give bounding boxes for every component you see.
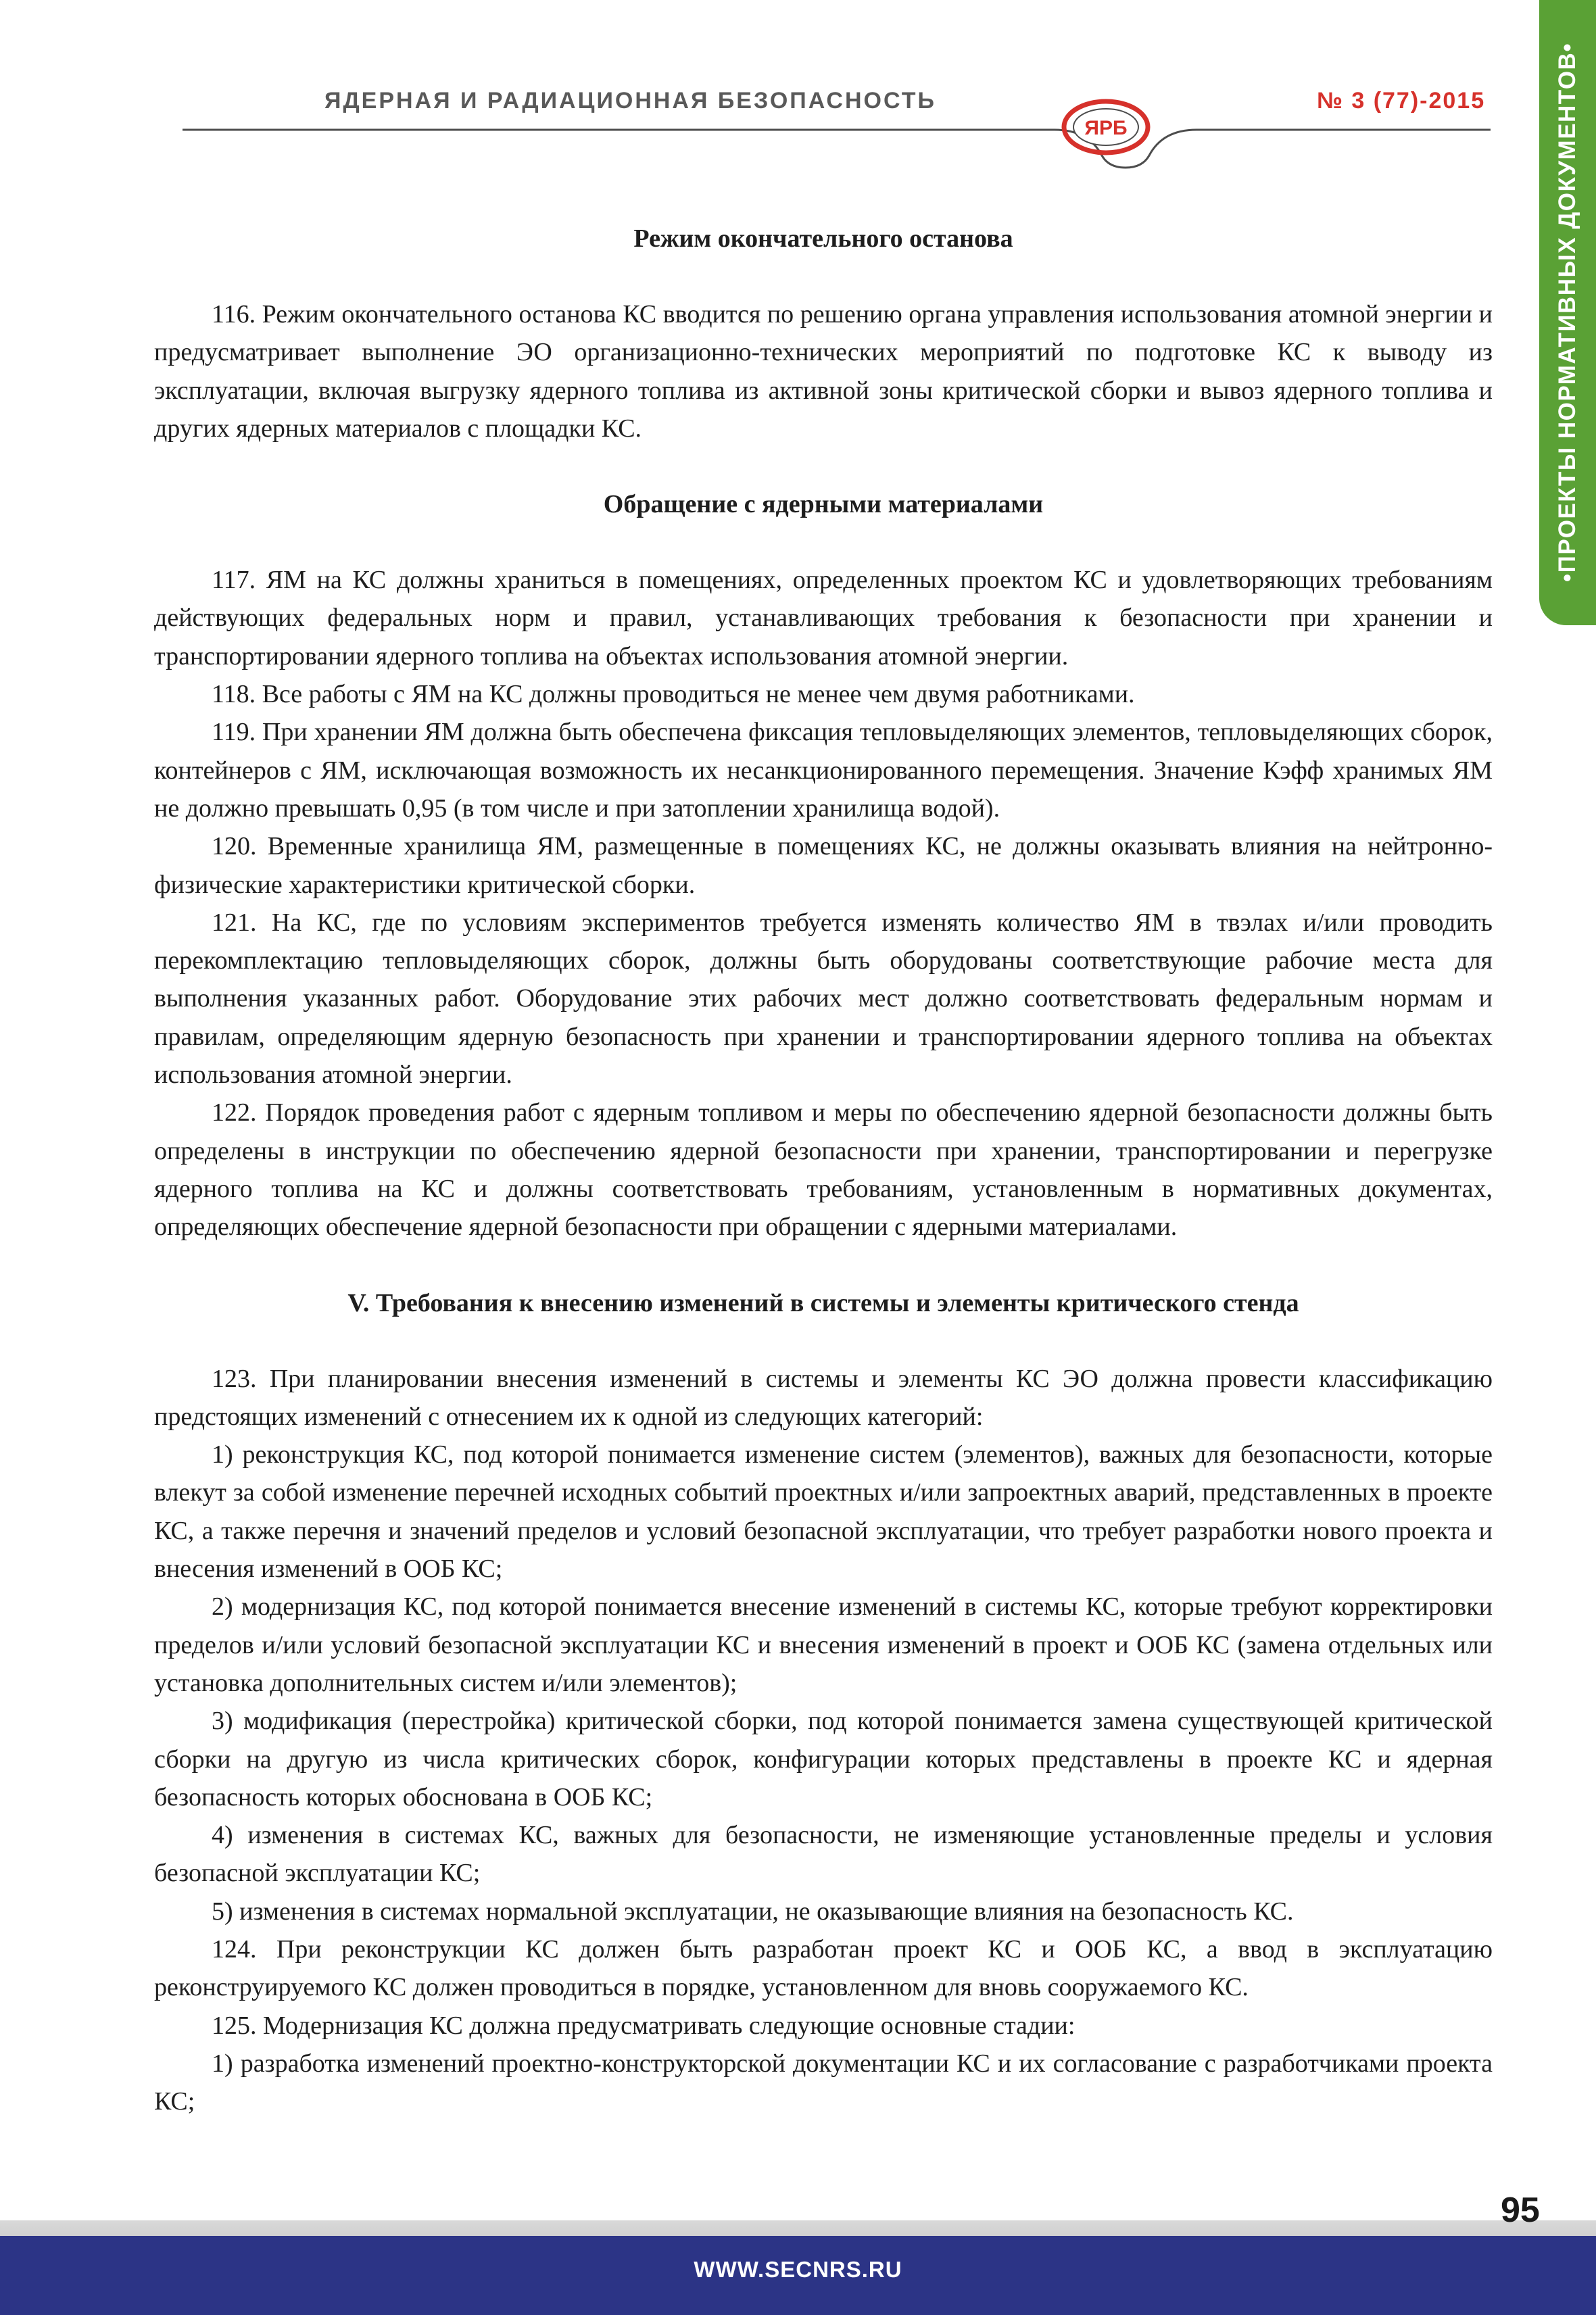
section-heading: Режим окончательного останова — [633, 224, 1013, 253]
logo-text: ЯРБ — [1084, 117, 1128, 139]
list-item: 4) изменения в системах КС, важных для безопасности, не изменяющие установленные пределы и условия безопасной эксплуатации КС; — [154, 1821, 1493, 1888]
list-item: 5) изменения в системах нормальной эксплуатации, не оказывающие влияния на безопасность КС. — [212, 1897, 1294, 1926]
paragraph: 120. Временные хранилища ЯМ, размещенные в помещениях КС, не должны оказывать влияния на нейтронно-физические характеристики критической сборки. — [154, 832, 1493, 899]
list-item: 1) реконструкция КС, под которой понимается изменение систем (элементов), важных для безопасности, которые влекут за собой изменение перечней исходных событий проектных и/или запроектных аварий, представленных в проекте КС, а также перечня и значений пределов и условий безопасной эксплуатации, что требует разработки нового проекта и внесения изменений в ООБ КС; — [154, 1440, 1493, 1584]
list-item: 3) модификация (перестройка) критической сборки, под которой понимается замена существующей критической сборки на другую из числа критических сборок, конфигурации которых представлены в проекте КС и ядерная безопасность которых обоснована в ООБ КС; — [154, 1707, 1493, 1811]
list-item: 2) модернизация КС, под которой понимается внесение изменений в системы КС, которые требуют корректировки пределов и/или условий безопасной эксплуатации КС и внесения изменений в проект и ООБ КС (замена отдельных или установка дополнительных систем и/или элементов); — [154, 1592, 1493, 1697]
paragraph: 121. На КС, где по условиям экспериментов требуется изменять количество ЯМ в твэлах и/или проводить перекомплектацию тепловыделяющих сборок, должны быть оборудованы соответствующие рабочие места для выполнения указанных работ. Оборудование этих рабочих мест должно соответствовать федеральным нормам и правилам, определяющим ядерную безопасность при хранении и транспортировании ядерного топлива на объектах использования атомной энергии. — [154, 908, 1493, 1090]
list-item: 1) разработка изменений проектно-конструкторской документации КС и их согласование с разработчиками проекта КС; — [154, 2049, 1493, 2116]
journal-title: ЯДЕРНАЯ И РАДИАЦИОННАЯ БЕЗОПАСНОСТЬ — [324, 88, 936, 114]
article-body — [154, 220, 1493, 2120]
footer-website-link[interactable]: WWW.SECNRS.RU — [694, 2257, 902, 2282]
section-heading: Обращение с ядерными материалами — [603, 490, 1044, 519]
paragraph: 116. Режим окончательного останова КС вводится по решению органа управления использования атомной энергии и предусматривает выполнение ЭО организационно-технических мероприятий по подготовке КС к выводу из эксплуатации, включая выгрузку ядерного топлива из активной зоны критической сборки и вывоз ядерного топлива и других ядерных материалов с площадки КС. — [154, 300, 1493, 443]
paragraph: 124. При реконструкции КС должен быть разработан проект КС и ООБ КС, а ввод в эксплуатацию реконструируемого КС должен проводиться в порядке, установленном для вновь сооружаемого КС. — [154, 1934, 1493, 2002]
paragraph: 117. ЯМ на КС должны храниться в помещениях, определенных проектом КС и удовлетворяющих требованиям действующих федеральных норм и правил, устанавливающих требования к безопасности при хранении и транспортировании ядерного топлива на объектах использования атомной энергии. — [154, 566, 1493, 671]
page-number: 95 — [1501, 2191, 1540, 2230]
paragraph: 122. Порядок проведения работ с ядерным топливом и меры по обеспечению ядерной безопасности должны быть определены в инструкции по обеспечению ядерной безопасности при хранении, транспортировании и перегрузке ядерного топлива на КС и должны соответствовать требованиям, установленным в нормативных документах, определяющих обеспечение ядерной безопасности при обращении с ядерными материалами. — [154, 1098, 1493, 1242]
issue-number: № 3 (77)-2015 — [1317, 88, 1486, 114]
journal-logo-icon — [1058, 93, 1154, 161]
section-heading: V. Требования к внесению изменений в системы и элементы критического стенда — [347, 1288, 1299, 1317]
paragraph: 118. Все работы с ЯМ на КС должны проводиться не менее чем двумя работниками. — [212, 680, 1135, 709]
paragraph: 123. При планировании внесения изменений в системы и элементы КС ЭО должна провести классификацию предстоящих изменений с отнесением их к одной из следующих категорий: — [154, 1364, 1493, 1431]
section-tab-label: •ПРОЕКТЫ НОРМАТИВНЫХ ДОКУМЕНТОВ• — [1554, 42, 1580, 583]
paragraph: 119. При хранении ЯМ должна быть обеспечена фиксация тепловыделяющих элементов, тепловыделяющих сборок, контейнеров с ЯМ, исключающая возможность их несанкционированного перемещения. Значение Кэфф хранимых ЯМ не должно превышать 0,95 (в том числе и при затоплении хранилища водой). — [154, 718, 1493, 823]
paragraph: 125. Модернизация КС должна предусматривать следующие основные стадии: — [212, 2011, 1075, 2040]
